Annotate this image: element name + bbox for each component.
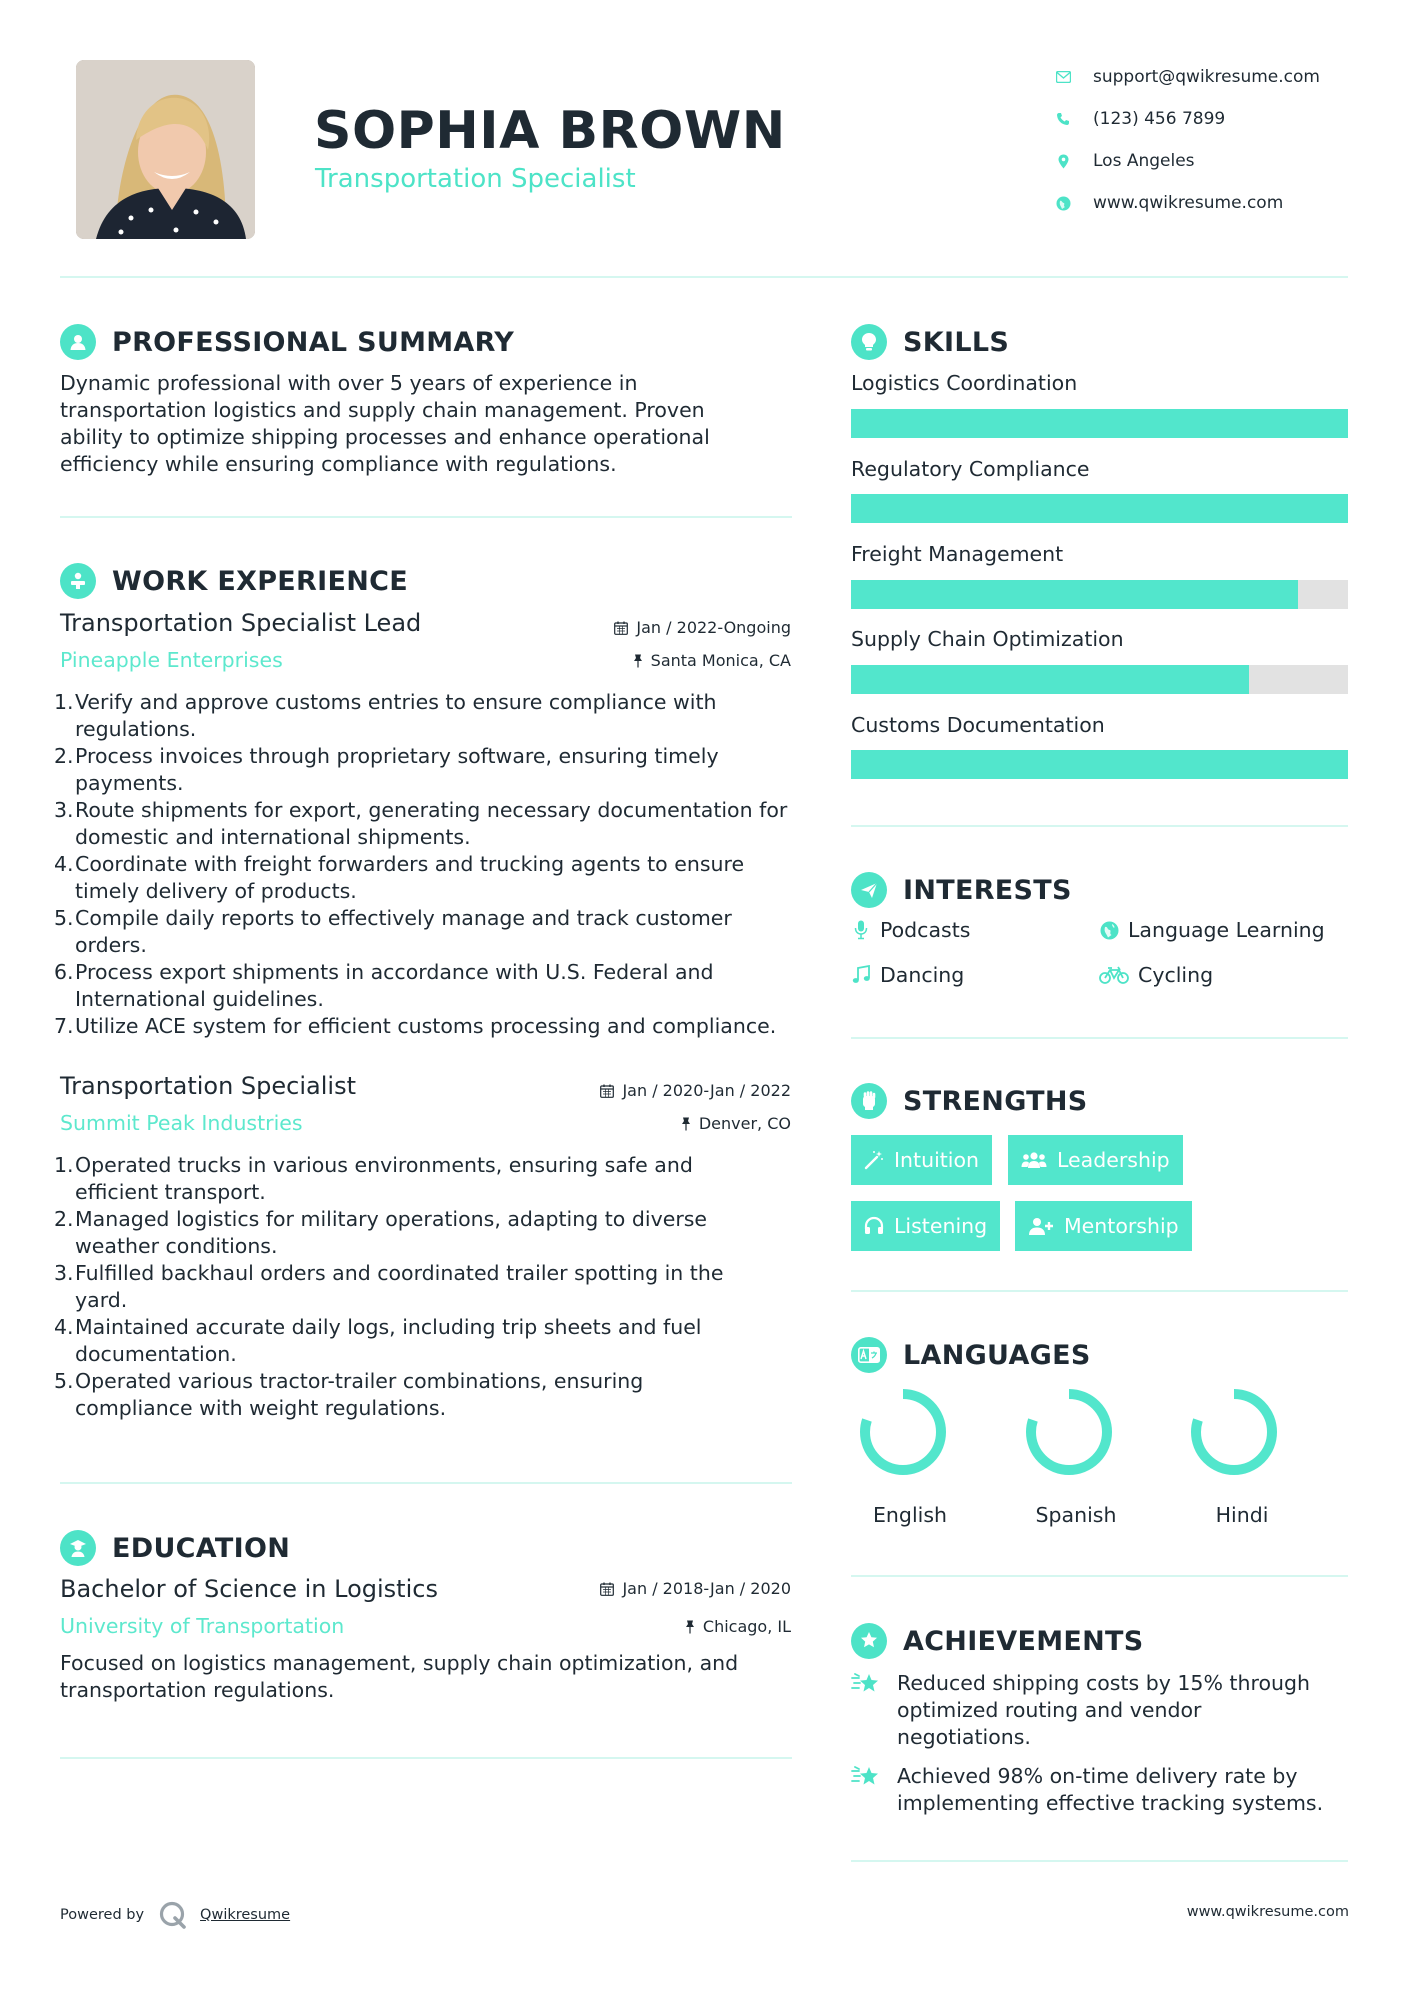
language-name: Spanish bbox=[1035, 1503, 1117, 1527]
globe-icon bbox=[1055, 195, 1071, 211]
profile-photo bbox=[76, 60, 255, 239]
interest-label: Dancing bbox=[880, 963, 965, 987]
envelope-icon bbox=[1055, 69, 1071, 85]
strengths-heading bbox=[851, 1083, 1088, 1119]
achievements-heading bbox=[851, 1623, 1144, 1659]
job-2-location bbox=[681, 1114, 791, 1133]
education-location-text: Chicago, IL bbox=[702, 1617, 791, 1636]
strength-label: Intuition bbox=[894, 1148, 980, 1172]
skills-title: SKILLS bbox=[903, 326, 1010, 358]
calendar-icon bbox=[614, 621, 628, 635]
users-icon bbox=[1021, 1150, 1047, 1170]
list-item: 4. Maintained accurate daily logs, including trip sheets and fuel documentation. bbox=[54, 1315, 702, 1366]
magic-wand-icon bbox=[864, 1150, 884, 1170]
job-1-date-text: Jan / 2022-Ongoing bbox=[636, 618, 791, 637]
star-burst-icon bbox=[851, 1670, 881, 1700]
skill-bar bbox=[851, 494, 1348, 523]
interest-dancing bbox=[851, 963, 964, 987]
summary-heading bbox=[60, 324, 514, 360]
job-2-date-text: Jan / 2020-Jan / 2022 bbox=[622, 1081, 791, 1100]
degree-title: Bachelor of Science in Logistics bbox=[60, 1575, 438, 1603]
skill-name: Freight Management bbox=[851, 542, 1064, 566]
skill-name: Regulatory Compliance bbox=[851, 457, 1090, 481]
skill-bar bbox=[851, 665, 1348, 694]
skill-name: Customs Documentation bbox=[851, 713, 1105, 737]
skill-bar-fill bbox=[851, 750, 1348, 779]
music-note-icon bbox=[851, 964, 871, 986]
work-divider bbox=[60, 1482, 792, 1484]
skill-name: Logistics Coordination bbox=[851, 371, 1078, 395]
podium-icon bbox=[60, 563, 96, 599]
footer-url[interactable]: www.qwikresume.com bbox=[1186, 1904, 1349, 1920]
list-item: 5. Compile daily reports to effectively manage and track customer orders. bbox=[54, 906, 732, 957]
user-plus-icon bbox=[1028, 1216, 1054, 1236]
contact-website[interactable] bbox=[1055, 182, 1385, 224]
list-item: 4. Coordinate with freight forwarders and trucking agents to ensure timely delivery of products. bbox=[54, 852, 745, 903]
achievement-item bbox=[851, 1763, 1341, 1817]
pin-icon bbox=[681, 1117, 691, 1131]
candidate-name: SOPHIA BROWN bbox=[314, 101, 786, 161]
job-2-location-text: Denver, CO bbox=[698, 1114, 791, 1133]
list-item: 5. Operated various tractor-trailer combinations, ensuring compliance with weight regulations. bbox=[54, 1369, 644, 1420]
list-item: 1. Verify and approve customs entries to ensure compliance with regulations. bbox=[54, 690, 717, 741]
language-name: English bbox=[872, 1503, 948, 1527]
summary-title: PROFESSIONAL SUMMARY bbox=[112, 326, 515, 358]
skill-bar-fill bbox=[851, 494, 1348, 523]
skill-bar bbox=[851, 409, 1348, 438]
strengths-title: STRENGTHS bbox=[903, 1085, 1088, 1117]
interest-cycling bbox=[1099, 963, 1213, 987]
contact-phone[interactable] bbox=[1055, 98, 1385, 140]
list-item: 1. Operated trucks in various environments, ensuring safe and efficient transport. bbox=[54, 1153, 693, 1204]
achievements-title: ACHIEVEMENTS bbox=[903, 1625, 1144, 1657]
achievement-text: Reduced shipping costs by 15% through optimized routing and vendor negotiations. bbox=[897, 1671, 1310, 1749]
skill-bar bbox=[851, 750, 1348, 779]
work-heading bbox=[60, 563, 408, 599]
interest-language-learning bbox=[1099, 918, 1325, 942]
brand-link[interactable]: Qwikresume bbox=[200, 1907, 291, 1923]
paper-plane-icon bbox=[851, 872, 887, 908]
skill-bar bbox=[851, 580, 1348, 609]
skill-name: Supply Chain Optimization bbox=[851, 627, 1124, 651]
map-pin-icon bbox=[1055, 153, 1071, 169]
job-2-company: Summit Peak Industries bbox=[60, 1111, 303, 1135]
education-heading bbox=[60, 1530, 290, 1566]
language-icon bbox=[851, 1337, 887, 1373]
user-icon bbox=[60, 324, 96, 360]
fist-icon bbox=[851, 1083, 887, 1119]
interest-label: Podcasts bbox=[880, 918, 971, 942]
interest-podcasts bbox=[851, 918, 970, 942]
skill-bar-fill bbox=[851, 580, 1298, 609]
contact-phone-text: (123) 456 7899 bbox=[1093, 109, 1226, 129]
summary-divider bbox=[60, 516, 792, 518]
achievements-divider bbox=[851, 1860, 1348, 1862]
contact-location bbox=[1055, 140, 1385, 182]
qwikresume-logo-icon bbox=[158, 1900, 188, 1930]
strength-label: Leadership bbox=[1057, 1148, 1170, 1172]
language-ring-english bbox=[855, 1384, 951, 1480]
job-2-date bbox=[600, 1081, 791, 1100]
job-1-date bbox=[614, 618, 791, 637]
language-name: Hindi bbox=[1215, 1503, 1269, 1527]
globe-icon bbox=[1099, 919, 1119, 941]
contact-email-text: support@qwikresume.com bbox=[1093, 67, 1320, 87]
candidate-role: Transportation Specialist bbox=[315, 164, 636, 194]
powered-by-text: Powered by bbox=[60, 1907, 145, 1923]
job-2-title: Transportation Specialist bbox=[60, 1072, 356, 1100]
work-title: WORK EXPERIENCE bbox=[112, 565, 408, 597]
language-ring-spanish bbox=[1021, 1384, 1117, 1480]
languages-divider bbox=[851, 1575, 1348, 1577]
languages-heading bbox=[851, 1337, 1091, 1373]
job-1-title: Transportation Specialist Lead bbox=[60, 609, 422, 637]
education-location bbox=[685, 1617, 791, 1636]
skill-bar-fill bbox=[851, 665, 1249, 694]
medal-icon bbox=[851, 1623, 887, 1659]
education-divider bbox=[60, 1757, 792, 1759]
lightbulb-icon bbox=[851, 324, 887, 360]
school-name: University of Transportation bbox=[60, 1614, 345, 1638]
header-divider bbox=[60, 276, 1348, 278]
interest-label: Language Learning bbox=[1128, 918, 1325, 942]
phone-icon bbox=[1055, 111, 1071, 127]
strength-label: Listening bbox=[894, 1214, 988, 1238]
job-1-location bbox=[633, 651, 791, 670]
strength-mentorship bbox=[1015, 1201, 1192, 1251]
pin-icon bbox=[685, 1620, 695, 1634]
calendar-icon bbox=[600, 1084, 614, 1098]
interests-title: INTERESTS bbox=[903, 874, 1072, 906]
contact-website-text: www.qwikresume.com bbox=[1093, 193, 1284, 213]
languages-title: LANGUAGES bbox=[903, 1339, 1091, 1371]
interest-label: Cycling bbox=[1138, 963, 1214, 987]
summary-text: Dynamic professional with over 5 years of experience in transportation logistics and supply chain management. Proven ability to optimize shipping processes and enhance operational efficiency while ensuring compliance with regulations. bbox=[60, 371, 710, 476]
job-1-company: Pineapple Enterprises bbox=[60, 648, 283, 672]
footer-branding bbox=[60, 1900, 290, 1930]
list-item: 7. Utilize ACE system for efficient customs processing and compliance. bbox=[54, 1014, 777, 1038]
calendar-icon bbox=[600, 1582, 614, 1596]
list-item: 2. Managed logistics for military operations, adapting to diverse weather conditions. bbox=[54, 1207, 708, 1258]
contact-list bbox=[1055, 56, 1385, 224]
contact-email[interactable] bbox=[1055, 56, 1385, 98]
education-date-text: Jan / 2018-Jan / 2020 bbox=[622, 1579, 791, 1598]
achievement-item bbox=[851, 1670, 1341, 1751]
contact-location-text: Los Angeles bbox=[1093, 151, 1195, 171]
education-title: EDUCATION bbox=[112, 1532, 291, 1564]
job-2-bullets bbox=[54, 1152, 757, 1422]
graduation-icon bbox=[60, 1530, 96, 1566]
list-item: 3. Fulfilled backhaul orders and coordinated trailer spotting in the yard. bbox=[54, 1261, 724, 1312]
skill-bar-fill bbox=[851, 409, 1348, 438]
interests-divider bbox=[851, 1037, 1348, 1039]
achievement-text: Achieved 98% on-time delivery rate by implementing effective tracking systems. bbox=[897, 1764, 1324, 1815]
job-1-bullets bbox=[54, 689, 797, 1040]
strength-leadership bbox=[1008, 1135, 1183, 1185]
skills-heading bbox=[851, 324, 1009, 360]
strengths-divider bbox=[851, 1290, 1348, 1292]
list-item: 2. Process invoices through proprietary software, ensuring timely payments. bbox=[54, 744, 719, 795]
strength-label: Mentorship bbox=[1064, 1214, 1179, 1238]
strength-listening bbox=[851, 1201, 1000, 1251]
pin-icon bbox=[633, 654, 643, 668]
job-1-location-text: Santa Monica, CA bbox=[650, 651, 791, 670]
microphone-icon bbox=[851, 919, 871, 941]
bicycle-icon bbox=[1099, 964, 1129, 986]
skills-divider bbox=[851, 825, 1348, 827]
star-burst-icon bbox=[851, 1763, 881, 1793]
list-item: 3. Route shipments for export, generating necessary documentation for domestic and international shipments. bbox=[54, 798, 788, 849]
list-item: 6. Process export shipments in accordance with U.S. Federal and International guidelines. bbox=[54, 960, 714, 1011]
strength-intuition bbox=[851, 1135, 992, 1185]
education-text: Focused on logistics management, supply chain optimization, and transportation regulations. bbox=[60, 1651, 739, 1702]
language-ring-hindi bbox=[1186, 1384, 1282, 1480]
interests-heading bbox=[851, 872, 1072, 908]
headphones-icon bbox=[864, 1216, 884, 1236]
education-date bbox=[600, 1579, 791, 1598]
